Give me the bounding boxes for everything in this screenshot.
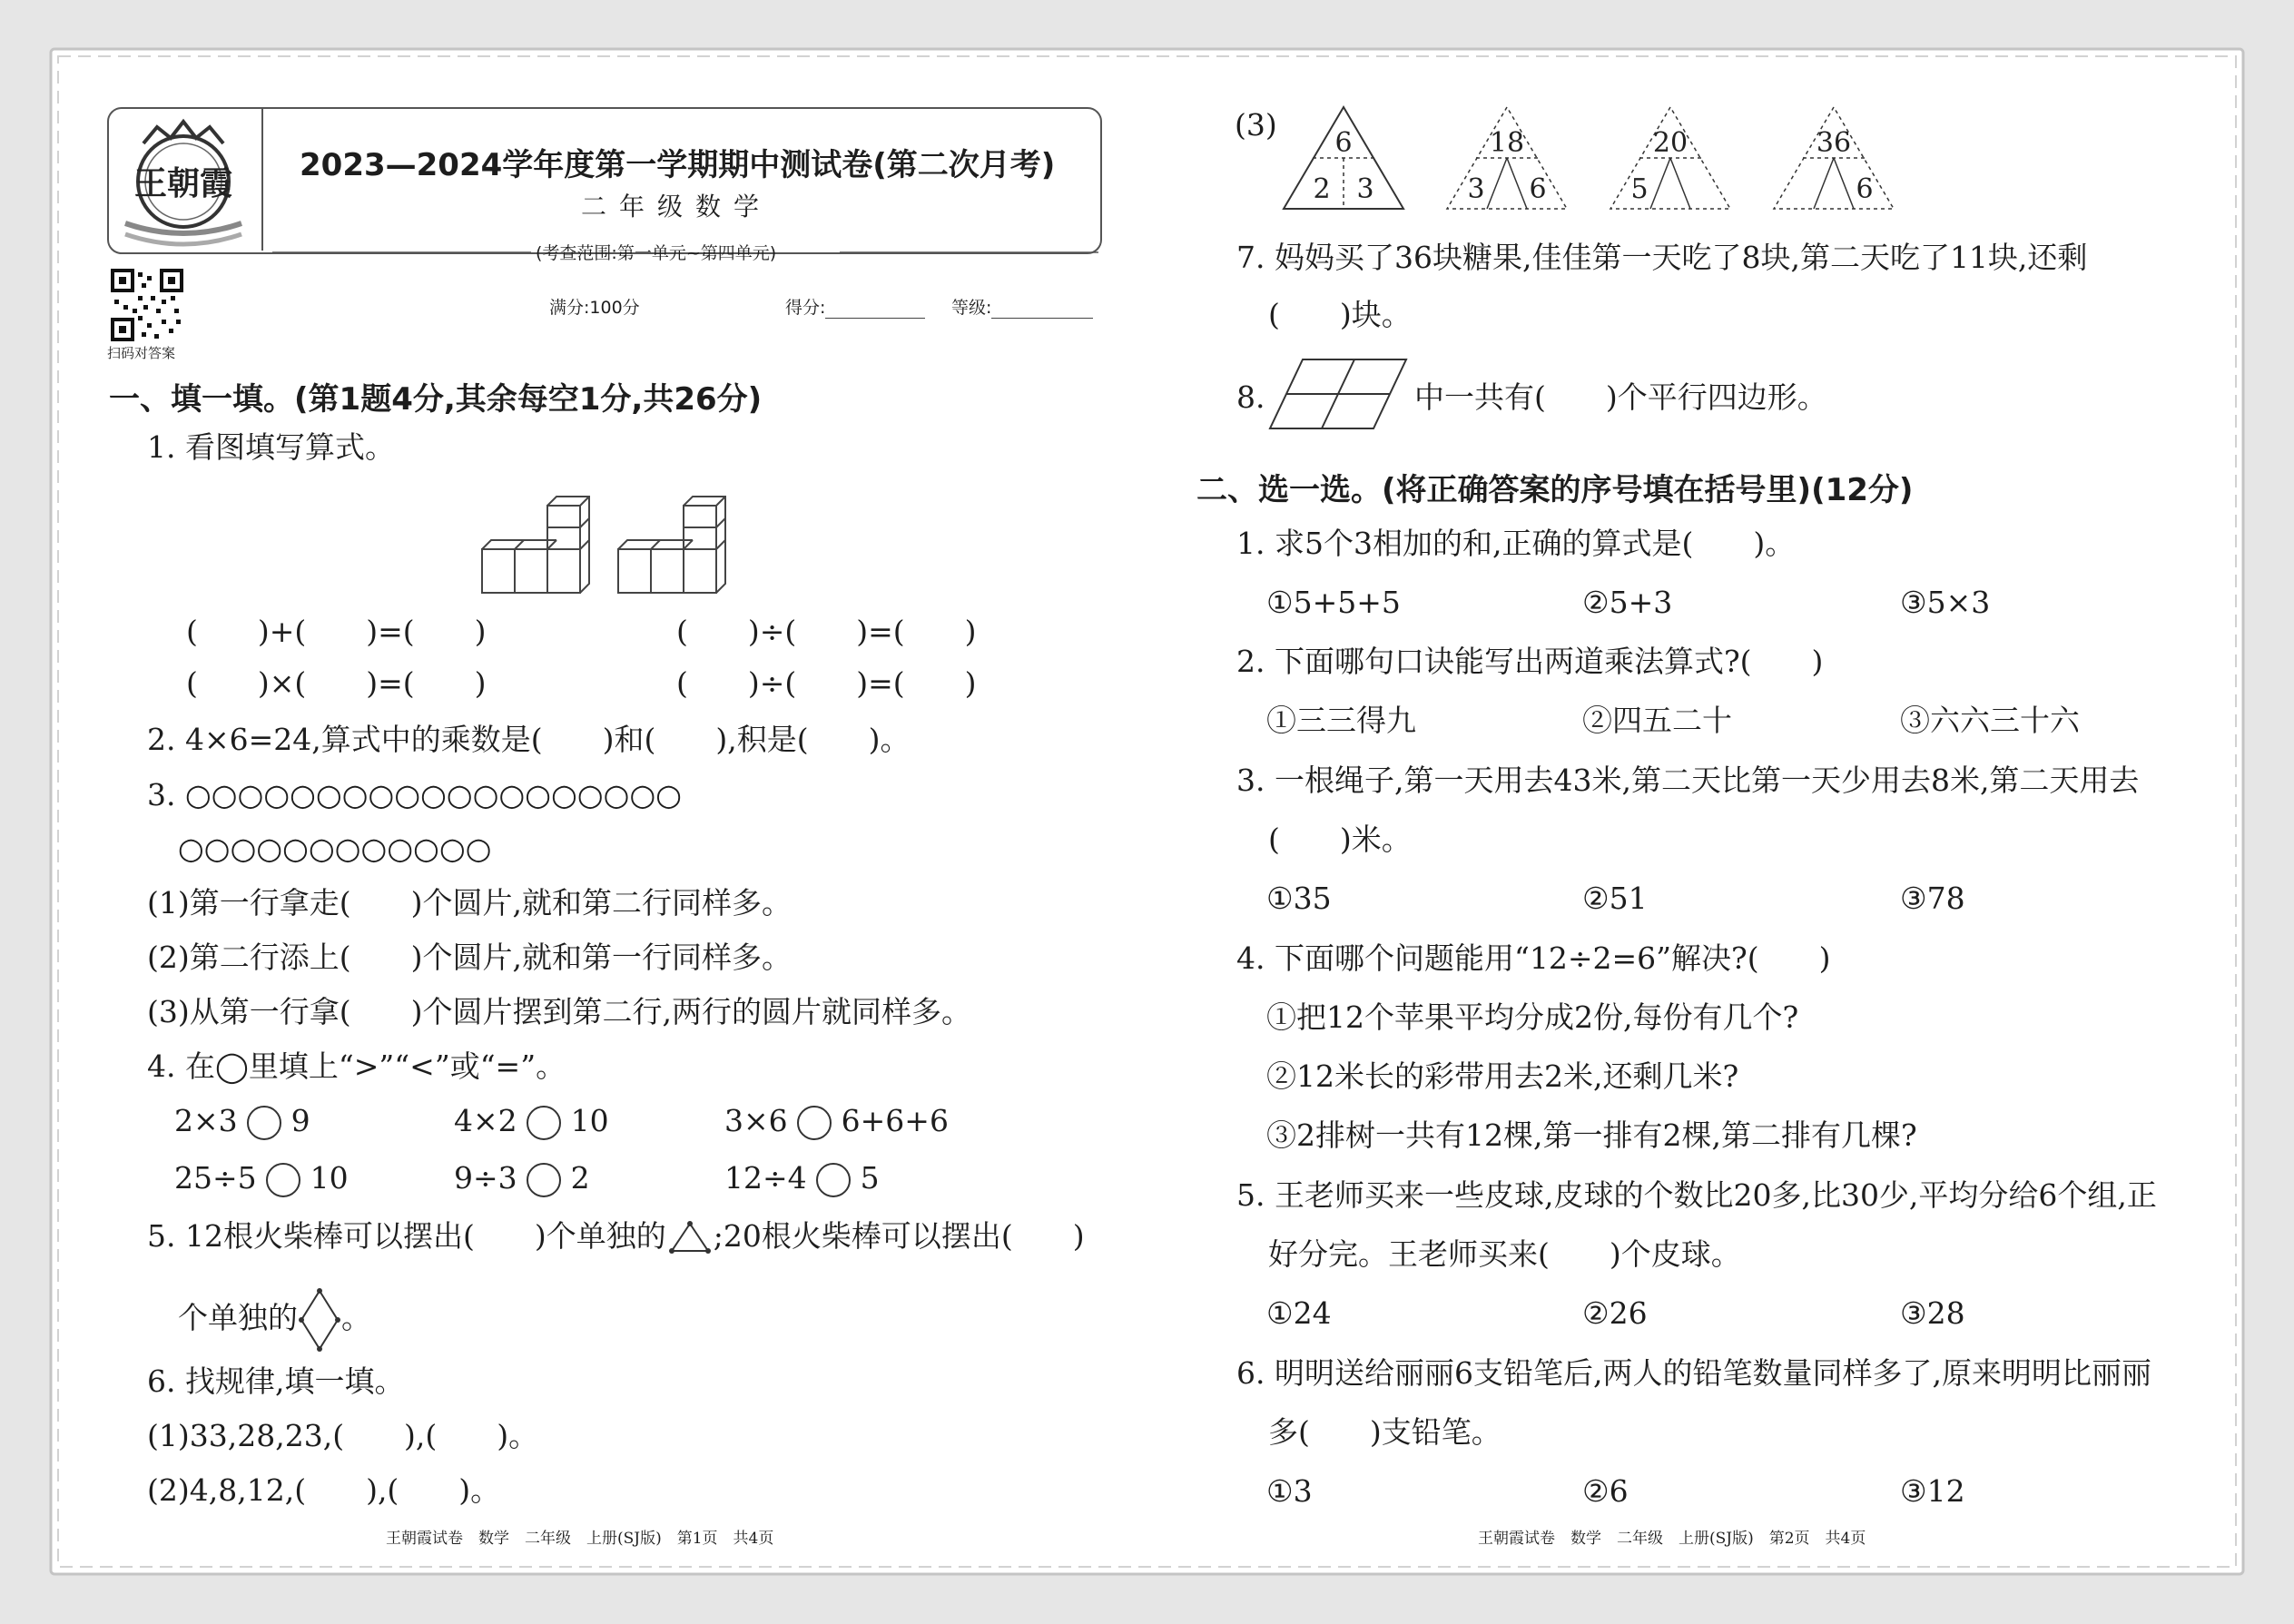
compare-circle [816, 1163, 851, 1197]
c6-line1: 6. 明明送给丽丽6支铅笔后,两人的铅笔数量同样多了,原来明明比丽丽 [1236, 1355, 2151, 1391]
c1-opt-2[interactable]: ②5+3 [1582, 585, 1673, 620]
c4-opt-2[interactable]: ②12米长的彩带用去2米,还剩几米? [1266, 1058, 1739, 1094]
compare-circle [527, 1106, 561, 1140]
q4-item-1[interactable]: 2×3 9 [174, 1103, 310, 1138]
q8-text[interactable]: 中一共有( )个平行四边形。 [1414, 379, 1827, 415]
q1-row1-add[interactable]: ( )+( )=( ) [186, 614, 487, 649]
tri3-top: 20 [1652, 127, 1689, 159]
c2-opt-2[interactable]: ②四五二十 [1582, 703, 1732, 738]
c4-opt-1[interactable]: ①把12个苹果平均分成2份,每份有几个? [1266, 999, 1799, 1035]
c3-opt-1[interactable]: ①35 [1266, 881, 1332, 916]
exam-scope: (考查范围:第一单元~第四单元) [536, 243, 777, 263]
c5-opt-3[interactable]: ③28 [1900, 1295, 1965, 1331]
logo-seal [107, 107, 260, 249]
tri1-top: 6 [1334, 127, 1353, 159]
compare-circle [247, 1106, 281, 1140]
compare-circle [527, 1163, 561, 1197]
triangle-icon [666, 1220, 714, 1256]
svg-text:王朝霞: 王朝霞 [133, 164, 233, 202]
c1-opt-1[interactable]: ①5+5+5 [1266, 585, 1401, 620]
full-score: 满分:100分 [549, 298, 640, 318]
cube-figures [477, 477, 731, 599]
q6-part2[interactable]: (2)4,8,12,( ),( )。 [147, 1472, 501, 1508]
c5-line1: 5. 王老师买来一些皮球,皮球的个数比20多,比30少,平均分给6个组,正 [1236, 1177, 2157, 1213]
q3-circles-row1: 3. ○○○○○○○○○○○○○○○○○○○ [147, 777, 683, 812]
c5-opt-2[interactable]: ②26 [1582, 1295, 1648, 1331]
c2-text[interactable]: 2. 下面哪句口诀能写出两道乘法算式?( ) [1236, 644, 1824, 679]
tri4-top: 36 [1816, 127, 1852, 159]
grade-label: 等级: [951, 294, 1093, 319]
q6-text: 6. 找规律,填一填。 [147, 1363, 405, 1399]
section-1-title: 一、填一填。(第1题4分,其余每空1分,共26分) [109, 381, 763, 418]
logo-box [107, 107, 263, 251]
tri2-top: 18 [1489, 127, 1525, 159]
parallelogram-figure [1266, 356, 1412, 432]
footer-page-1: 王朝霞试卷 数学 二年级 上册(SJ版) 第1页 共4页 [386, 1530, 774, 1548]
c5-opt-1[interactable]: ①24 [1266, 1295, 1332, 1331]
exam-subtitle: 二年级数学 [581, 192, 773, 221]
qr-caption: 扫码对答案 [107, 345, 176, 361]
compare-circle [797, 1106, 832, 1140]
c4-opt-3[interactable]: ③2排树一共有12棵,第一排有2棵,第二排有几棵? [1266, 1117, 1917, 1153]
c6-opt-1[interactable]: ①3 [1266, 1473, 1313, 1509]
c6-opt-3[interactable]: ③12 [1900, 1473, 1965, 1509]
q4-item-3[interactable]: 3×6 6+6+6 [724, 1103, 949, 1138]
q4-item-6[interactable]: 12÷4 5 [724, 1160, 880, 1196]
c2-opt-1[interactable]: ①三三得九 [1266, 703, 1416, 738]
c3-line1: 3. 一根绳子,第一天用去43米,第二天比第一天少用去8米,第二天用去 [1236, 763, 2140, 798]
q1-row1-div[interactable]: ( )÷( )=( ) [676, 614, 977, 649]
q6-part3-label: (3) [1235, 107, 1277, 143]
tri2-right: 6 [1529, 173, 1547, 205]
q8-number: 8. [1236, 379, 1265, 415]
tri2-left: 3 [1467, 173, 1485, 205]
c2-opt-3[interactable]: ③六六三十六 [1900, 703, 2080, 738]
footer-page-2: 王朝霞试卷 数学 二年级 上册(SJ版) 第2页 共4页 [1478, 1530, 1866, 1548]
c6-line2[interactable]: 多( )支铅笔。 [1268, 1414, 1501, 1450]
q4-item-5[interactable]: 9÷3 2 [454, 1160, 590, 1196]
q4-item-4[interactable]: 25÷5 10 [174, 1160, 349, 1196]
c3-opt-2[interactable]: ②51 [1582, 881, 1648, 916]
q3-circles-row2: ○○○○○○○○○○○○ [178, 831, 492, 866]
q4-text: 4. 在◯里填上“>”“<”或“=”。 [147, 1048, 566, 1084]
tri1-right: 3 [1356, 173, 1374, 205]
section-2-title: 二、选一选。(将正确答案的序号填在括号里)(12分) [1196, 472, 1914, 508]
tri4-right: 6 [1856, 173, 1874, 205]
c4-text[interactable]: 4. 下面哪个问题能用“12÷2=6”解决?( ) [1236, 940, 1831, 976]
q7-line1: 7. 妈妈买了36块糖果,佳佳第一天吃了8块,第二天吃了11块,还剩 [1236, 240, 2088, 275]
c3-line2[interactable]: ( )米。 [1268, 822, 1412, 857]
tri3-left: 5 [1630, 173, 1649, 205]
q6-part1[interactable]: (1)33,28,23,( ),( )。 [147, 1418, 539, 1453]
q1-row2-mul[interactable]: ( )×( )=( ) [186, 665, 487, 701]
c5-line2[interactable]: 好分完。王老师买来( )个皮球。 [1268, 1236, 1741, 1272]
q3-part3[interactable]: (3)从第一行拿( )个圆片摆到第二行,两行的圆片就同样多。 [147, 994, 971, 1029]
q5-line1[interactable]: 5. 12根火柴棒可以摆出( )个单独的 ;20根火柴棒可以摆出( ) [147, 1218, 1085, 1256]
c1-text[interactable]: 1. 求5个3相加的和,正确的算式是( )。 [1236, 526, 1796, 561]
triangle-puzzles [1278, 102, 1914, 212]
qr-code[interactable] [111, 269, 183, 341]
q3-part2[interactable]: (2)第二行添上( )个圆片,就和第一行同样多。 [147, 940, 792, 975]
q1-row2-div[interactable]: ( )÷( )=( ) [676, 665, 977, 701]
c3-opt-3[interactable]: ③78 [1900, 881, 1965, 916]
tri1-left: 2 [1313, 173, 1331, 205]
c6-opt-2[interactable]: ②6 [1582, 1473, 1629, 1509]
rhombus-icon [298, 1287, 341, 1353]
q7-line2[interactable]: ( )块。 [1268, 297, 1412, 332]
q4-item-2[interactable]: 4×2 10 [454, 1103, 609, 1138]
q3-part1[interactable]: (1)第一行拿走( )个圆片,就和第二行同样多。 [147, 885, 792, 920]
q5-line2: 个单独的 。 [178, 1287, 371, 1353]
exam-title: 2023—2024学年度第一学期期中测试卷(第二次月考) [300, 147, 1056, 183]
c1-opt-3[interactable]: ③5×3 [1900, 585, 1991, 620]
q1-text: 1. 看图填写算式。 [147, 429, 395, 465]
q2-text[interactable]: 2. 4×6=24,算式中的乘数是( )和( ),积是( )。 [147, 722, 911, 757]
compare-circle [266, 1163, 300, 1197]
score-label: 得分: [785, 294, 925, 319]
